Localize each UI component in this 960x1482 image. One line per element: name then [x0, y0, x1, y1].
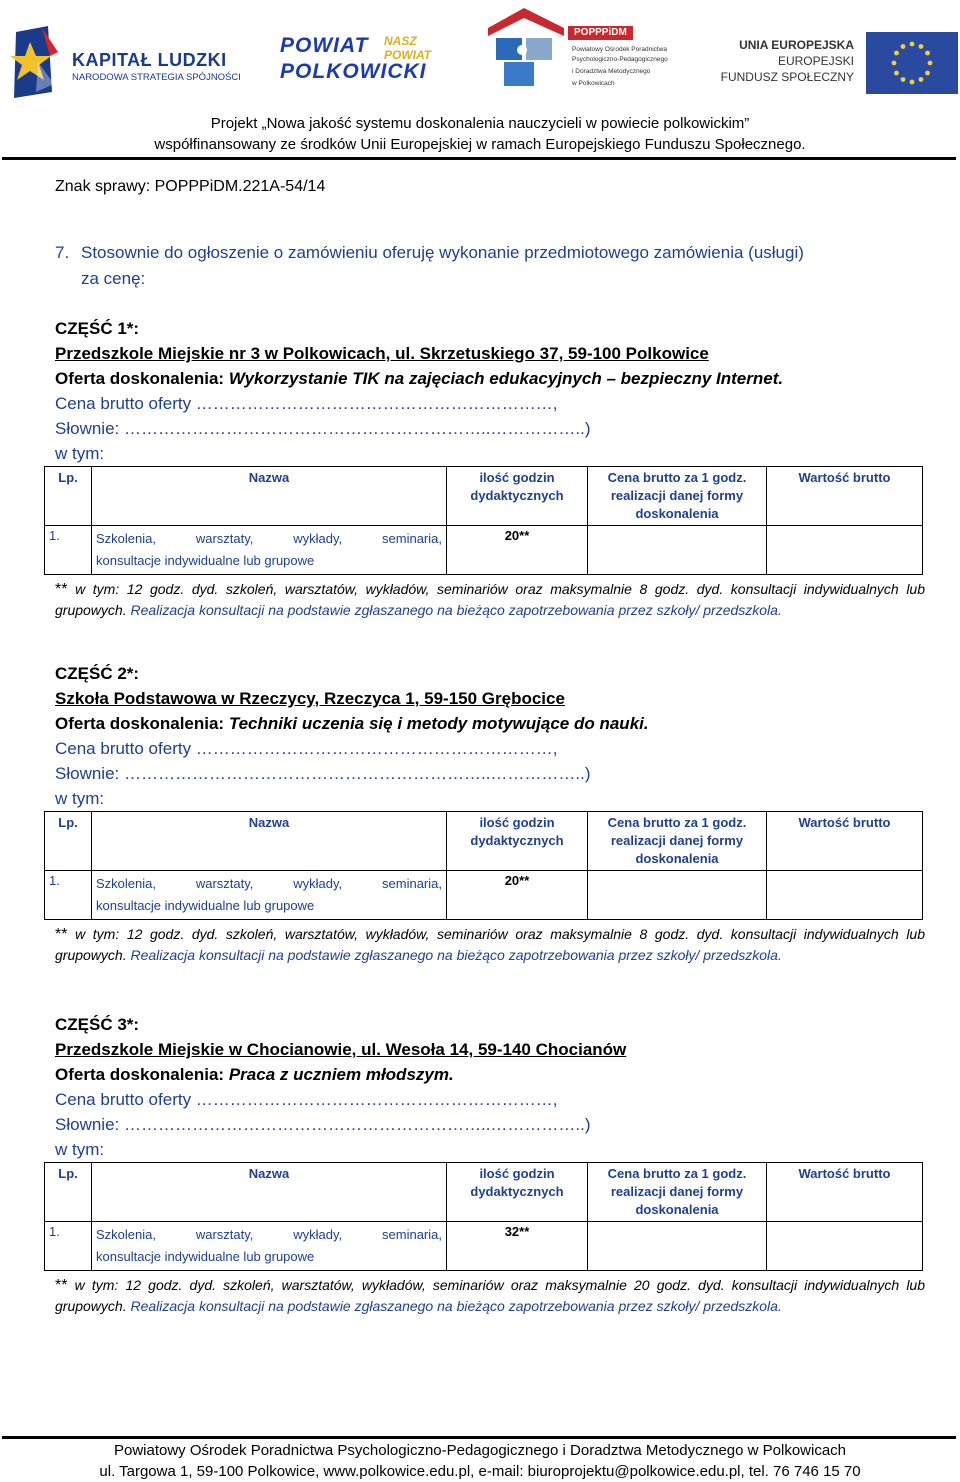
row-name-2: konsultacje indywidualne lub grupowe	[96, 898, 315, 913]
note-text-blue: Realizacja konsultacji na podstawie zgłaszanego na bieżąco zapotrzebowania przez szkoły/ przedszkola.	[126, 602, 782, 618]
row-total-cell[interactable]	[767, 526, 923, 575]
price-table	[44, 466, 923, 575]
offer-label: Oferta doskonalenia:	[55, 369, 229, 388]
part-note	[55, 579, 925, 621]
part-offer	[55, 1062, 925, 1087]
part-note	[55, 1275, 925, 1317]
row-name-2: konsultacje indywidualne lub grupowe	[96, 1249, 315, 1264]
including-label: w tym:	[55, 444, 105, 463]
page-header	[0, 0, 960, 162]
price-field[interactable]: Cena brutto oferty ………………………………………………………,	[55, 394, 558, 413]
header-cena	[588, 1163, 767, 1222]
header-cena-1: Cena brutto za 1 godz.	[607, 1166, 747, 1181]
note-stars: **	[55, 581, 68, 598]
header-wartosc: Wartość brutto	[767, 812, 923, 871]
note-text-blue: Realizacja konsultacji na podstawie zgłaszanego na bieżąco zapotrzebowania przez szkoły/ przedszkola.	[126, 1298, 782, 1314]
row-hours: 32**	[447, 1222, 588, 1271]
header-godziny	[447, 467, 588, 526]
row-name-1: Szkolenia, warsztaty, wykłady, seminaria,	[96, 531, 442, 546]
poppidm-puzzle-icon	[484, 6, 570, 90]
kapital-ludzki-star-icon	[8, 22, 72, 100]
note-text: w tym: 12 godz. dyd. szkoleń, warsztatów, wykładów, seminariów oraz maksymalnie 8 godz. dyd. konsultacji indywidualnych lub grupowych.	[55, 926, 925, 963]
note-text: w tym: 12 godz. dyd. szkoleń, warsztatów, wykładów, seminariów oraz maksymalnie 20 godz. dyd. konsultacji indywidualnych lub grupowych.	[55, 1277, 926, 1314]
offer-name: Techniki uczenia się i metody motywujące do nauki.	[228, 714, 649, 733]
row-name	[92, 871, 447, 920]
price-in-words-field[interactable]: Słownie: ………………………………………………………..……………..)	[55, 419, 591, 438]
header-godziny-2: dydaktycznych	[470, 1184, 564, 1199]
row-name	[92, 1222, 447, 1271]
intro-paragraph	[55, 240, 915, 292]
header-godziny-2: dydaktycznych	[470, 833, 564, 848]
offer-label: Oferta doskonalenia:	[55, 714, 229, 733]
header-divider	[2, 157, 956, 160]
header-godziny	[447, 1163, 588, 1222]
price-in-words-field[interactable]: Słownie: ………………………………………………………..……………..)	[55, 1115, 591, 1134]
part-1	[49, 316, 925, 621]
poppidm-sub4: w Polkowicach	[572, 80, 615, 87]
header-cena	[588, 812, 767, 871]
poppidm-logo	[484, 6, 674, 96]
project-line-1: Projekt „Nowa jakość systemu doskonalenia nauczycieli w powiecie polkowickim”	[210, 115, 750, 132]
row-name-2: konsultacje indywidualne lub grupowe	[96, 553, 315, 568]
price-field[interactable]: Cena brutto oferty ………………………………………………………,	[55, 1090, 558, 1109]
note-stars: **	[55, 926, 68, 943]
header-cena-3: doskonalenia	[635, 506, 719, 521]
header-godziny-2: dydaktycznych	[470, 488, 564, 503]
header-cena-2: realizacji danej formy	[610, 833, 744, 848]
poppidm-sub3: i Doradztwa Metodycznego	[572, 68, 651, 75]
footer-line-2: ul. Targowa 1, 59-100 Polkowice, www.polkowice.edu.pl, e-mail: biuroprojektu@polkowice.edu.pl, tel. 76 746 15 70	[99, 1463, 861, 1480]
powiat-small-word: POWIAT	[384, 48, 432, 62]
kapital-ludzki-logo	[8, 22, 248, 102]
polkowicki-word: POLKOWICKI	[280, 60, 427, 83]
price-table	[44, 1162, 923, 1271]
part-title: CZĘŚĆ 1*:	[55, 319, 140, 338]
part-3	[49, 1012, 926, 1317]
part-address: Przedszkole Miejskie w Chocianowie, ul. Wesoła 14, 59-140 Chocianów	[55, 1040, 627, 1059]
project-line-2: współfinansowany ze środków Unii Europejskiej w ramach Europejskiego Funduszu Społecznego.	[154, 136, 806, 153]
row-hours: 20**	[447, 871, 588, 920]
note-text: w tym: 12 godz. dyd. szkoleń, warsztatów, wykładów, seminariów oraz maksymalnie 8 godz. dyd. konsultacji indywidualnych lub grupowych.	[55, 581, 925, 618]
including-label: w tym:	[55, 789, 105, 808]
part-address: Przedszkole Miejskie nr 3 w Polkowicach, ul. Skrzetuskiego 37, 59-100 Polkowice	[55, 344, 709, 363]
row-name	[92, 526, 447, 575]
row-lp: 1.	[45, 1222, 92, 1271]
row-hours: 20**	[447, 526, 588, 575]
header-cena-3: doskonalenia	[635, 851, 719, 866]
row-unit-price-cell[interactable]	[588, 871, 767, 920]
price-field[interactable]: Cena brutto oferty ………………………………………………………,	[55, 739, 558, 758]
page-footer	[0, 1440, 960, 1482]
note-stars: **	[55, 1277, 68, 1294]
header-godziny-1: ilość godzin	[479, 470, 555, 485]
part-offer	[55, 711, 925, 736]
price-in-words-field[interactable]: Słownie: ………………………………………………………..……………..)	[55, 764, 591, 783]
nasz-word: NASZ	[384, 34, 417, 48]
row-name-1: Szkolenia, warsztaty, wykłady, seminaria,	[96, 1227, 442, 1242]
intro-number: 7.	[55, 243, 70, 262]
header-godziny-1: ilość godzin	[479, 1166, 555, 1181]
including-label: w tym:	[55, 1140, 105, 1159]
intro-line-2: za cenę:	[81, 269, 146, 288]
kapital-ludzki-subtitle: NARODOWA STRATEGIA SPÓJNOŚCI	[72, 72, 241, 83]
offer-name: Praca z uczniem młodszym.	[228, 1065, 454, 1084]
part-address: Szkoła Podstawowa w Rzeczycy, Rzeczyca 1, 59-150 Grębocice	[55, 689, 565, 708]
kapital-ludzki-title: KAPITAŁ LUDZKI	[72, 50, 227, 70]
row-total-cell[interactable]	[767, 1222, 923, 1271]
powiat-word: POWIAT	[280, 34, 369, 57]
unia-europejska-logo	[720, 32, 958, 96]
powiat-polkowicki-logo	[280, 34, 440, 90]
header-lp: Lp.	[45, 467, 92, 526]
header-wartosc: Wartość brutto	[767, 467, 923, 526]
header-nazwa: Nazwa	[92, 1163, 447, 1222]
price-table	[44, 811, 923, 920]
row-unit-price-cell[interactable]	[588, 1222, 767, 1271]
poppidm-name: POPPPiDM	[568, 26, 633, 40]
row-lp: 1.	[45, 871, 92, 920]
header-godziny	[447, 812, 588, 871]
ue-line1: UNIA EUROPEJSKA	[739, 38, 854, 52]
eu-flag-icon	[866, 32, 958, 94]
intro-line-1: Stosownie do ogłoszenie o zamówieniu oferuję wykonanie przedmiotowego zamówienia (usługi)	[81, 243, 804, 262]
header-lp: Lp.	[45, 1163, 92, 1222]
header-cena-2: realizacji danej formy	[610, 488, 744, 503]
part-note	[55, 924, 925, 966]
part-title: CZĘŚĆ 2*:	[55, 664, 140, 683]
header-nazwa: Nazwa	[92, 812, 447, 871]
note-text-blue: Realizacja konsultacji na podstawie zgłaszanego na bieżąco zapotrzebowania przez szkoły/ przedszkola.	[126, 947, 782, 963]
offer-label: Oferta doskonalenia:	[55, 1065, 229, 1084]
header-cena-1: Cena brutto za 1 godz.	[607, 815, 747, 830]
header-lp: Lp.	[45, 812, 92, 871]
header-nazwa: Nazwa	[92, 467, 447, 526]
part-offer	[55, 366, 925, 391]
header-wartosc: Wartość brutto	[767, 1163, 923, 1222]
case-number: Znak sprawy: POPPPiDM.221A-54/14	[55, 178, 326, 195]
project-info	[0, 113, 960, 155]
row-lp: 1.	[45, 526, 92, 575]
offer-name: Wykorzystanie TIK na zajęciach edukacyjnych – bezpieczny Internet.	[228, 369, 784, 388]
header-cena-2: realizacji danej formy	[610, 1184, 744, 1199]
header-cena	[588, 467, 767, 526]
header-cena-1: Cena brutto za 1 godz.	[607, 470, 747, 485]
footer-line-1: Powiatowy Ośrodek Poradnictwa Psychologiczno-Pedagogicznego i Doradztwa Metodycznego w Polkowicach	[113, 1442, 847, 1459]
header-godziny-1: ilość godzin	[479, 815, 555, 830]
ue-line2: EUROPEJSKI	[777, 54, 854, 68]
header-cena-3: doskonalenia	[635, 1202, 719, 1217]
part-title: CZĘŚĆ 3*:	[55, 1015, 140, 1034]
poppidm-sub1: Powiatowy Ośrodek Poradnictwa	[572, 46, 668, 53]
row-total-cell[interactable]	[767, 871, 923, 920]
row-name-1: Szkolenia, warsztaty, wykłady, seminaria,	[96, 876, 442, 891]
poppidm-sub2: Psychologiczno-Pedagogicznego	[572, 56, 668, 63]
footer-divider	[2, 1436, 956, 1439]
ue-line3: FUNDUSZ SPOŁECZNY	[720, 70, 854, 84]
row-unit-price-cell[interactable]	[588, 526, 767, 575]
part-2	[49, 661, 925, 966]
